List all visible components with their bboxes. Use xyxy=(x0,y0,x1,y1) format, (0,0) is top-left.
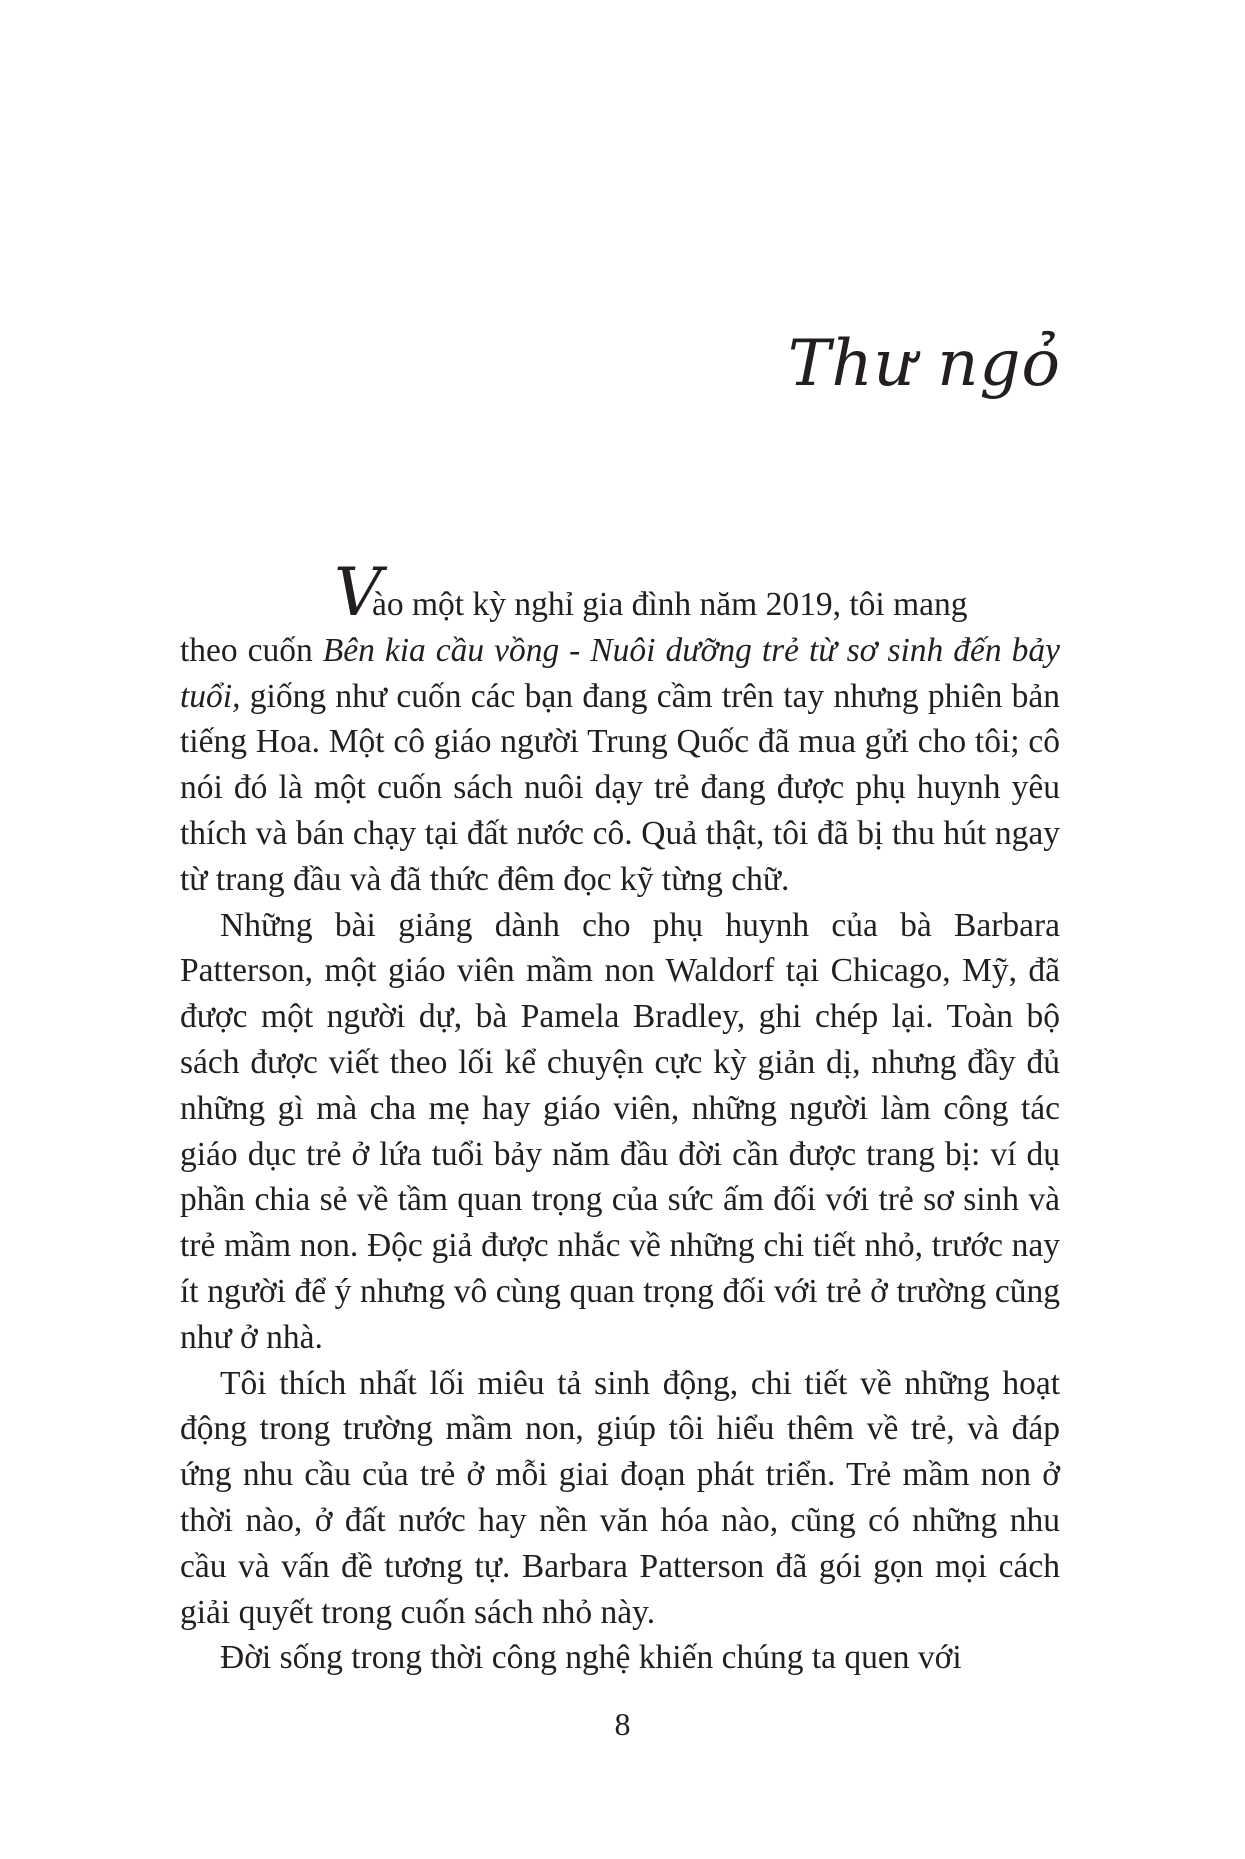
paragraph-4: Đời sống trong thời công nghệ khiến chúng ta quen với xyxy=(220,1639,962,1677)
body-text xyxy=(180,554,1061,1681)
paragraph-3: Tôi thích nhất lối miêu tả sinh động, chi tiết về những hoạt động trong trường mầm non, giúp tôi hiểu thêm về trẻ, và đáp ứng nhu cầu của trẻ ở mỗi giai đoạn phát triển. Trẻ mầm non ở thời nào, ở đất nước hay nền văn hóa nào, cũng có những nhu cầu và vấn đề tương tự. Barbara Patterson đã gói gọn mọi cách giải quyết trong cuốn sách nhỏ này. xyxy=(180,1364,1060,1631)
paragraph-1-line-1: ào một kỳ nghỉ gia đình năm 2019, tôi mang xyxy=(372,586,968,623)
drop-cap: V xyxy=(334,554,382,631)
paragraph-1-segment-1: theo cuốn xyxy=(180,631,313,669)
paragraph-1-first-line xyxy=(180,554,1060,631)
book-title: Bên kia cầu vồng - Nuôi dưỡng trẻ từ sơ sinh đến bảy tuổi, xyxy=(180,631,1061,715)
paragraph-2: Những bài giảng dành cho phụ huynh của bà Barbara Patterson, một giáo viên mầm non Waldorf tại Chicago, Mỹ, đã được một người dự, bà Pamela Bradley, ghi chép lại. Toàn bộ sách được viết theo lối kể chuyện cực kỳ giản dị, nhưng đầy đủ những gì mà cha mẹ hay giáo viên, những người làm công tác giáo dục trẻ ở lứa tuổi bảy năm đầu đời cần được trang bị: ví dụ phần chia sẻ về tầm quan trọng của sức ấm đối với trẻ sơ sinh và trẻ mầm non. Độc giả được nhắc về những chi tiết nhỏ, trước nay ít người để ý nhưng vô cùng quan trọng đối với trẻ ở trường cũng như ở nhà. xyxy=(180,906,1060,1356)
paragraph-1-segment-2: giống như cuốn các bạn đang cầm trên tay nhưng phiên bản tiếng Hoa. Một cô giáo người Trung Quốc đã mua gửi cho tôi; cô nói đó là một cuốn sách nuôi dạy trẻ đang được phụ huynh yêu thích và bán chạy tại đất nước cô. Quả thật, tôi đã bị thu hút ngay từ trang đầu và đã thức đêm đọc kỹ từng chữ. xyxy=(180,677,1060,898)
chapter-title: Thư ngỏ xyxy=(787,327,1061,401)
page-number: 8 xyxy=(614,1706,631,1742)
paragraph-1 xyxy=(180,554,1061,903)
